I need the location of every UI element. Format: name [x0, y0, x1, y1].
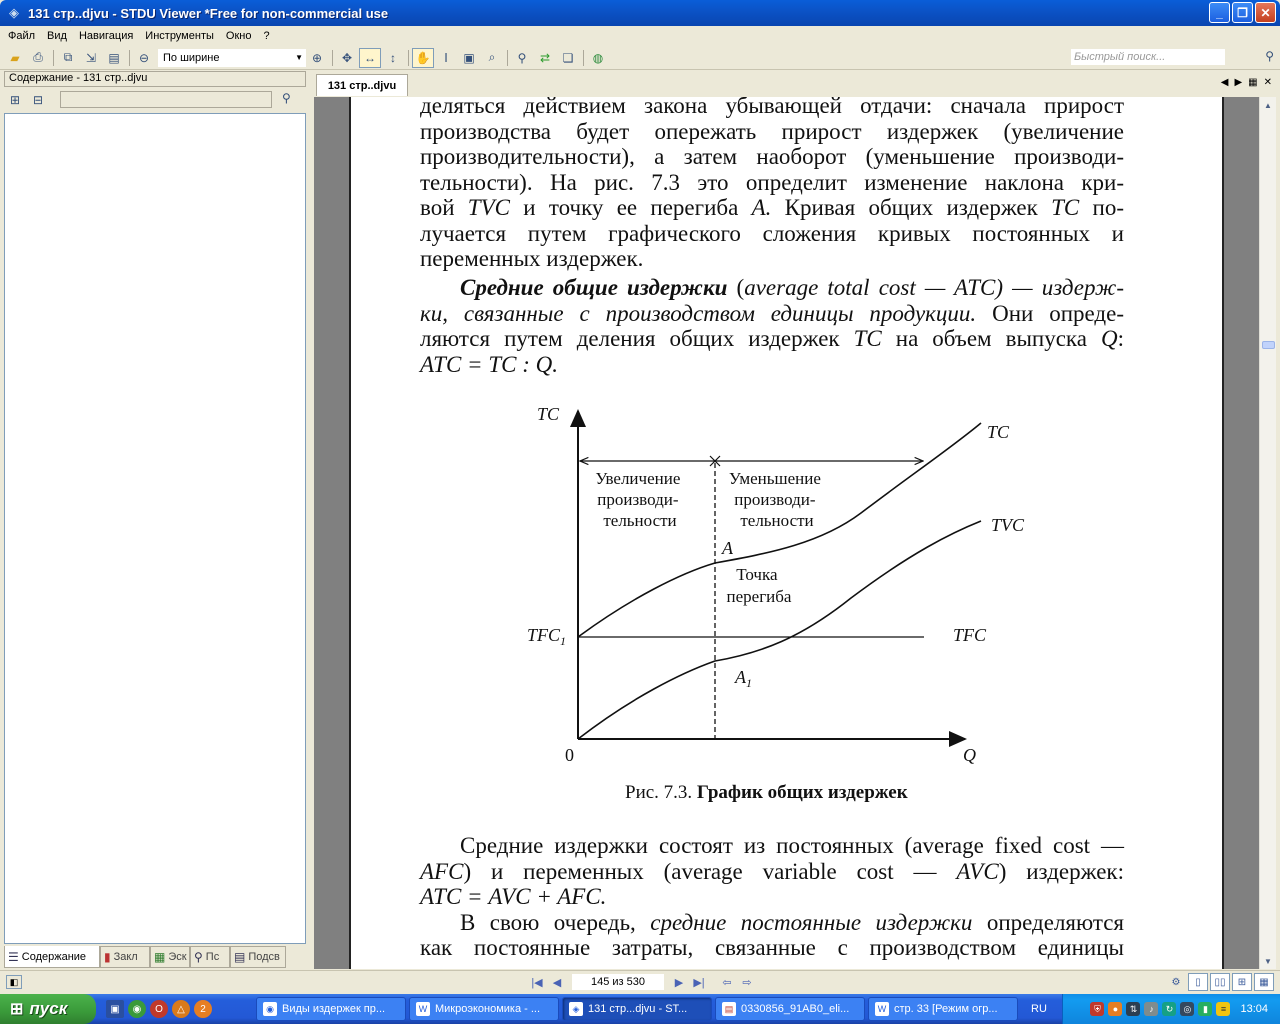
text-line: Средние общие издержки (average total cost — ATC) — издерж-	[460, 275, 1124, 300]
y-axis-label: TC	[537, 404, 560, 424]
text-line: делятьcя действием закона убывающей отдачи: сначала прирост	[420, 97, 1124, 118]
toolbar-separator	[408, 50, 409, 66]
paragraph-1	[420, 97, 1124, 272]
word-icon: W	[875, 1002, 889, 1016]
document-page	[349, 97, 1224, 969]
binoculars-icon: ⚲	[194, 950, 203, 964]
last-page-icon[interactable]: ▶|	[693, 976, 705, 989]
quick-search-input[interactable]: Быстрый поиск...	[1070, 48, 1226, 66]
fit-page-icon[interactable]: ✥	[341, 50, 353, 65]
magnifier-icon[interactable]: ⌕	[488, 50, 496, 64]
toolbar-separator	[583, 50, 584, 66]
antivirus-icon[interactable]: ●	[1108, 1002, 1122, 1016]
hand-tool-icon[interactable]: ✋	[412, 48, 434, 68]
app-launcher-icon[interactable]: △	[172, 1000, 190, 1018]
highlight-icon: ▤	[234, 950, 246, 964]
keyboard-icon[interactable]: ≡	[1216, 1002, 1230, 1016]
text-line: вой TVC и точку ее перегиба А. Кривая общих издержек ТС по-	[420, 195, 1125, 220]
chevron-down-icon: ▼	[295, 52, 303, 62]
document-tab[interactable]: 131 стр..djvu	[316, 74, 408, 96]
language-indicator[interactable]: RU	[1031, 1003, 1047, 1015]
menu-view[interactable]: Вид	[47, 30, 67, 42]
menu-help[interactable]: ?	[263, 30, 270, 42]
window-controls	[1209, 2, 1276, 23]
taskbar-item[interactable]: ▤ 0330856_91AB0_eli...	[715, 997, 865, 1021]
text-line: АТС = AVC + AFC.	[420, 884, 607, 909]
origin-label: 0	[565, 745, 574, 765]
menu-file[interactable]: Файл	[8, 30, 36, 42]
two-page-icon[interactable]: ▯▯	[1210, 973, 1230, 991]
text-line: тельности). На рис. 7.3 это определит изменение наклона кри-	[420, 169, 1124, 195]
tab-contents[interactable]	[4, 946, 100, 968]
document-view[interactable]	[314, 97, 1259, 969]
open-folder-icon[interactable]: ▰	[10, 50, 20, 65]
fit-width-icon[interactable]: ↔	[359, 48, 381, 68]
series-label-tfc: TFC	[953, 625, 987, 645]
viewer-icon: ◈	[569, 1002, 583, 1016]
find-icon[interactable]: ⚲	[517, 50, 527, 65]
update-icon[interactable]: ↻	[1162, 1002, 1176, 1016]
thumbnail-icon: ▦	[154, 950, 166, 964]
export-icon[interactable]: ⇲	[85, 50, 97, 65]
figure-caption: Рис. 7.3. График общих издержек	[625, 782, 908, 803]
continuous-icon[interactable]: ⊞	[1232, 973, 1252, 991]
text-line: производства будет опережать прирост издержек (увеличение	[420, 118, 1124, 144]
view-mode-buttons	[1166, 973, 1274, 991]
chrome-icon[interactable]: ◉	[128, 1000, 146, 1018]
toolbar-separator	[332, 50, 333, 66]
scroll-thumb[interactable]	[1262, 341, 1275, 349]
region-right-label: Уменьшение производи- тельности	[728, 469, 821, 530]
text-line: Средние издержки состоят из постоянных (average fixed cost —	[460, 833, 1124, 858]
copy-page-icon[interactable]: ⧉	[63, 50, 73, 64]
prev-page-icon[interactable]: ◀	[552, 976, 562, 989]
panel-toggle-icon[interactable]: ◧	[6, 975, 22, 989]
left-panel	[0, 70, 310, 970]
tab-label: Пс	[205, 951, 220, 963]
first-page-icon[interactable]: |◀	[531, 976, 543, 989]
panel-search-icon[interactable]: ⚲	[282, 91, 291, 105]
menu-window[interactable]: Окно	[225, 30, 252, 42]
zoom-select[interactable]	[158, 49, 306, 67]
tfc1-label: $TFC_1$	[527, 625, 567, 648]
expand-icon[interactable]: ⊞	[9, 93, 21, 107]
contents-tree[interactable]	[4, 113, 306, 944]
point-a1-label: $A_1$	[735, 667, 752, 690]
window-title: 131 стр..djvu - STDU Viewer *Free for non-commercial use	[28, 5, 389, 21]
bookmark-icon: ▮	[104, 950, 111, 964]
grid-view-icon[interactable]: ▦	[1254, 973, 1274, 991]
print-icon[interactable]: ⎙	[33, 50, 43, 64]
word-icon: W	[416, 1002, 430, 1016]
toolbar-separator	[53, 50, 54, 66]
taskbar-item[interactable]: ◉ Виды издержек пр...	[256, 997, 406, 1021]
title-bar	[0, 0, 1280, 26]
system-tray	[1062, 994, 1280, 1024]
tab-next-icon[interactable]: ▶	[1234, 77, 1243, 88]
collapse-icon[interactable]: ⊟	[32, 93, 44, 107]
quick-launch	[106, 1000, 256, 1018]
text-line: как постоянные затраты, связанные с производством единицы	[420, 935, 1124, 960]
paragraph-3	[420, 833, 1124, 961]
back-icon[interactable]: ⇦	[722, 976, 732, 989]
chrome-icon: ◉	[263, 1002, 277, 1016]
taskbar-item[interactable]: W Микроэкономика - ...	[409, 997, 559, 1021]
taskbar-item[interactable]: W стр. 33 [Режим огр...	[868, 997, 1018, 1021]
volume-icon[interactable]: ♪	[1144, 1002, 1158, 1016]
next-page-icon[interactable]: ▶	[674, 976, 684, 989]
search-icon[interactable]: ⚲	[1265, 49, 1274, 63]
tab-label: Содержание	[21, 950, 87, 963]
total-cost-chart	[351, 393, 1226, 793]
menu-tools[interactable]: Инструменты	[145, 30, 214, 42]
clock: 13:04	[1240, 1003, 1268, 1015]
taskbar-item-active[interactable]: ◈ 131 стр...djvu - ST...	[562, 997, 712, 1021]
contents-icon: ☰	[8, 949, 19, 964]
swap-icon[interactable]: ⇄	[539, 50, 551, 65]
text-line: В свою очередь, средние постоянные издержки определяются	[460, 909, 1124, 935]
scroll-down-icon[interactable]: ▼	[1264, 956, 1272, 966]
tab-label: Закл	[113, 951, 138, 963]
chart-text	[527, 404, 1025, 765]
menu-bar	[0, 26, 1280, 46]
fit-height-icon[interactable]: ↕	[390, 50, 396, 65]
text-line: производительности), а затем наоборот (уменьшение производи-	[420, 144, 1124, 169]
point-a-label: A	[722, 538, 733, 558]
desktop-icon[interactable]: ▣	[106, 1000, 124, 1018]
document-tab-bar	[314, 72, 1276, 96]
tab-thumbnails[interactable]	[150, 946, 190, 968]
paragraph-2	[420, 275, 1124, 377]
inflection-label: Точка перегиба	[726, 565, 792, 606]
menu-navigation[interactable]: Навигация	[78, 30, 134, 42]
tab-highlights[interactable]	[230, 946, 286, 968]
page-number-field[interactable]: 145 из 530	[572, 974, 664, 990]
x-axis-label: Q	[963, 745, 976, 765]
text-line: AFC) и переменных (average variable cost — AVC) издержек:	[420, 858, 1124, 884]
text-line: АТС = ТС : Q.	[420, 351, 558, 377]
zoom-value: По ширине	[163, 51, 220, 64]
single-page-icon[interactable]: ▯	[1188, 973, 1208, 991]
tab-bookmarks[interactable]	[100, 946, 150, 968]
toolbar-separator	[507, 50, 508, 66]
toolbar-separator	[129, 50, 130, 66]
pdf-icon: ▤	[722, 1002, 736, 1016]
globe-icon[interactable]: ◍	[592, 50, 604, 65]
start-button[interactable]: ⊞ пуск	[0, 994, 96, 1024]
series-label-tc: TC	[987, 422, 1010, 442]
opera-icon[interactable]: O	[150, 1000, 168, 1018]
tab-navigation	[1221, 77, 1272, 88]
vertical-scrollbar[interactable]	[1259, 97, 1276, 969]
tab-label: Эск	[168, 951, 187, 963]
panel-title: Содержание - 131 стр..djvu	[4, 71, 306, 87]
text-line: ляются путем деления общих издержек ТС на объем выпуска Q:	[420, 326, 1124, 351]
tab-list-icon[interactable]: ▦	[1248, 77, 1258, 88]
pages-icon[interactable]: ❏	[562, 50, 574, 65]
series-label-tvc: TVC	[991, 515, 1025, 535]
text-line: переменных издержек.	[420, 246, 644, 271]
panel-search-input[interactable]	[60, 91, 272, 108]
text-select-icon[interactable]: Ⅰ	[444, 50, 448, 65]
text-line: лучается путем графического сложения кривых постоянных и	[420, 220, 1124, 246]
tab-search[interactable]	[190, 946, 230, 968]
tab-label: Подсв	[248, 951, 280, 963]
security-icon[interactable]: ◎	[1180, 1002, 1194, 1016]
forward-icon[interactable]: ⇨	[742, 976, 752, 989]
notification-icon[interactable]: 2	[194, 1000, 212, 1018]
scroll-up-icon[interactable]: ▲	[1264, 100, 1272, 110]
minimize-button[interactable]: _	[1209, 2, 1230, 23]
network-icon[interactable]: ⇅	[1126, 1002, 1140, 1016]
tab-close-icon[interactable]: ✕	[1263, 77, 1272, 88]
maximize-button[interactable]: ❐	[1232, 2, 1253, 23]
text-line: ки, связанные с производством единицы продукции. Они опреде-	[420, 300, 1125, 326]
tab-prev-icon[interactable]: ◀	[1220, 77, 1229, 88]
region-left-label: Увеличение производи- тельности	[595, 469, 681, 530]
zoom-in-icon[interactable]: ⊕	[311, 50, 323, 65]
image-select-icon[interactable]: ▣	[463, 50, 475, 65]
taskbar	[0, 994, 1280, 1024]
status-bar	[0, 970, 1280, 994]
close-button[interactable]: ✕	[1255, 2, 1276, 23]
windows-flag-icon: ⊞	[10, 1001, 24, 1018]
settings-gear-icon[interactable]: ⚙	[1171, 976, 1181, 988]
app-icon: ◈	[9, 5, 19, 20]
page-navigation	[528, 974, 756, 990]
zoom-out-icon[interactable]: ⊖	[138, 50, 150, 65]
settings-icon[interactable]: ▤	[108, 50, 120, 65]
tvc-curve	[578, 521, 981, 739]
battery-icon[interactable]: ▮	[1198, 1002, 1212, 1016]
shield-icon[interactable]: ⛨	[1090, 1002, 1104, 1016]
panel-tabs	[4, 946, 306, 968]
